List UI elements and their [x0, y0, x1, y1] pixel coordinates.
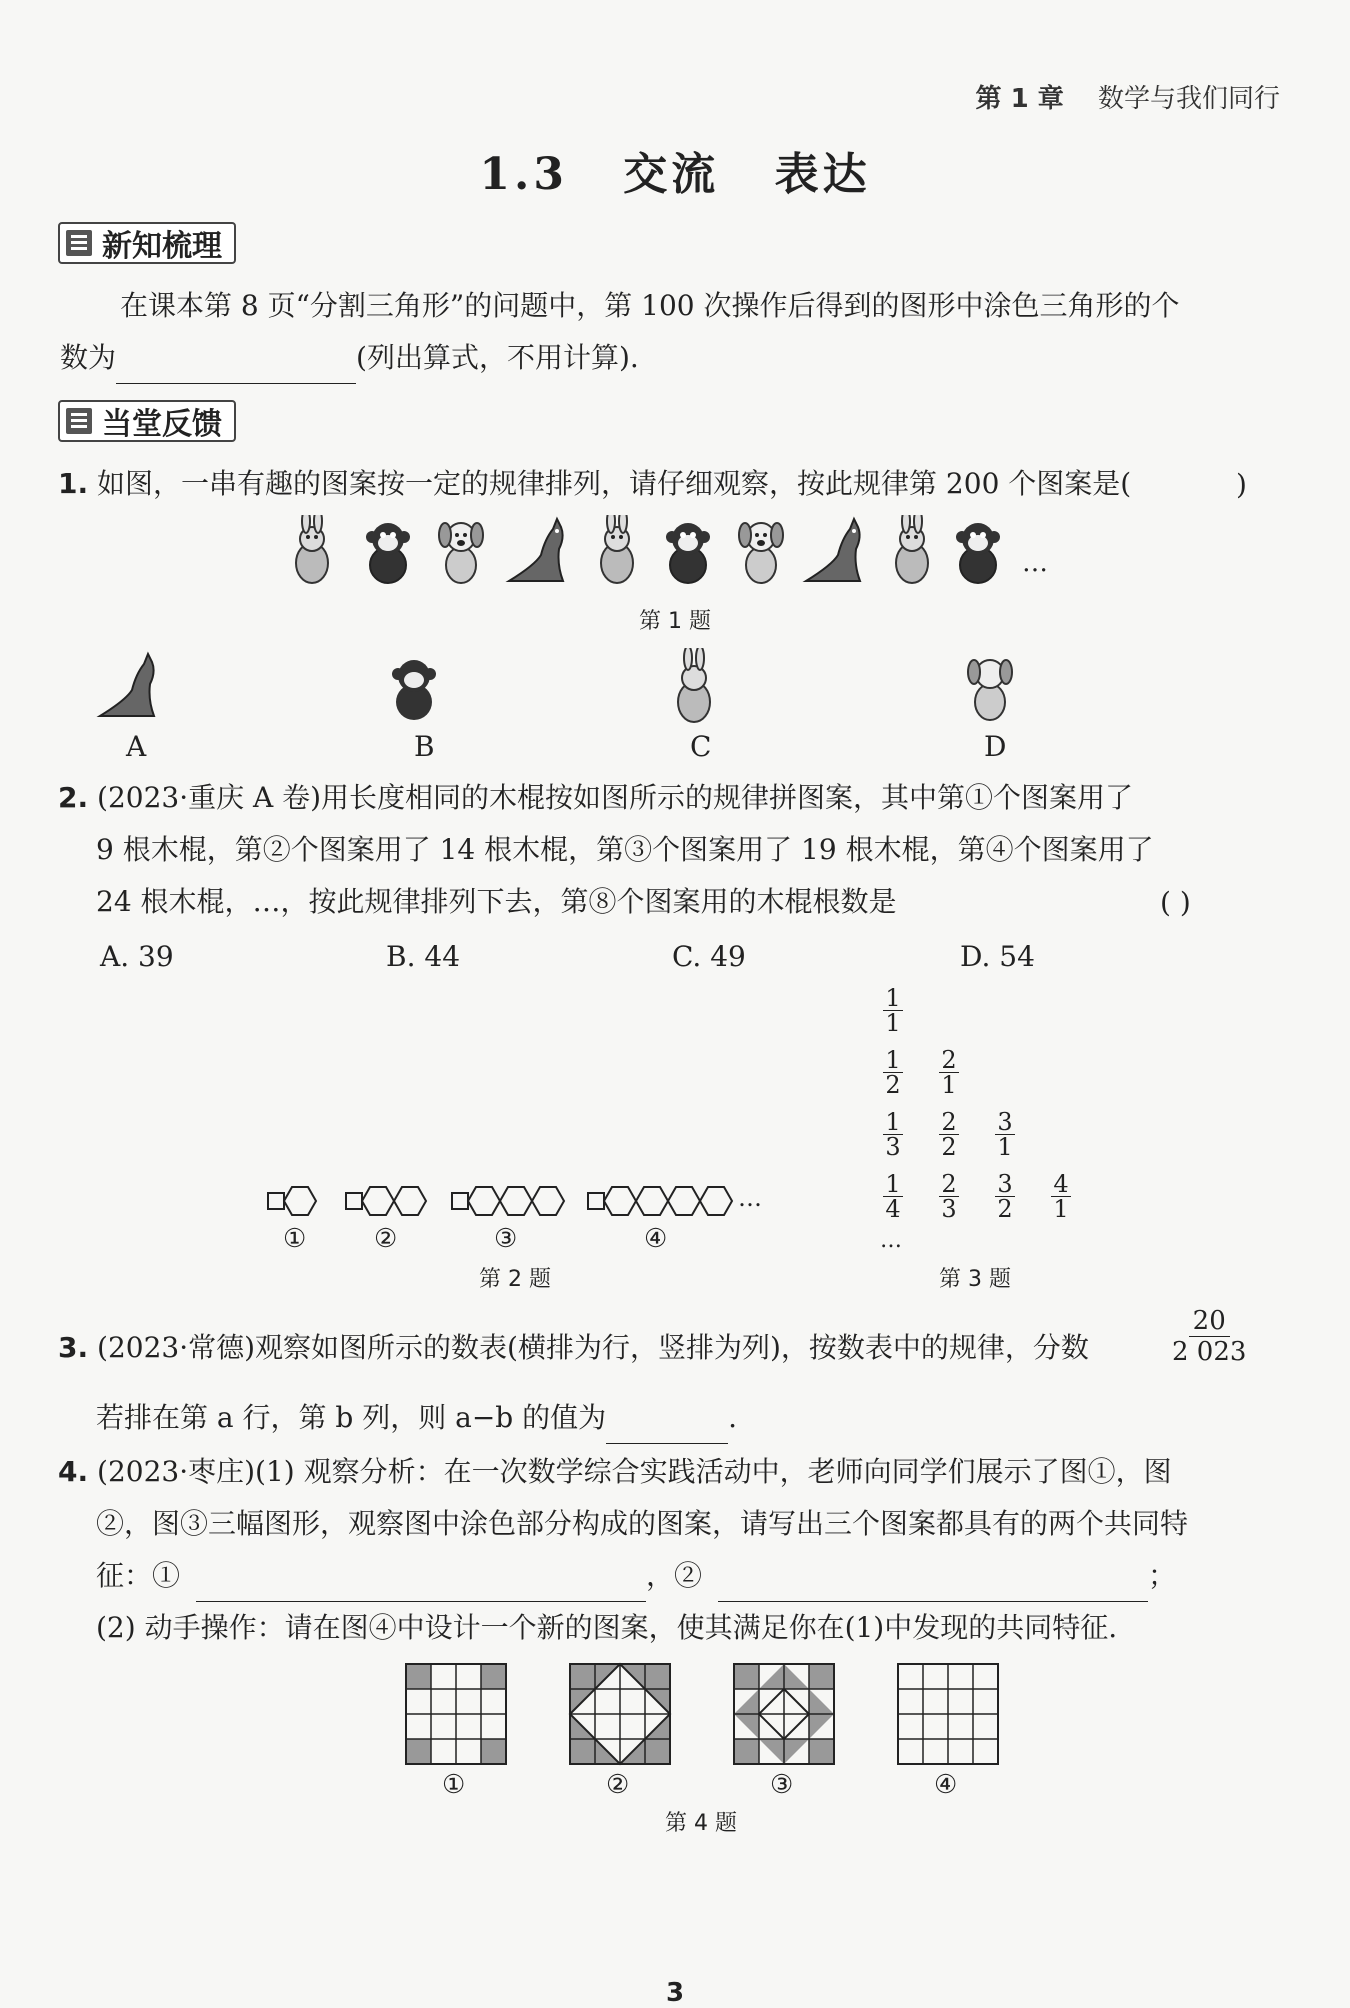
option-b-monkey-icon[interactable]	[386, 650, 456, 725]
table-fraction	[992, 1110, 1018, 1159]
question-number: 1.	[58, 467, 89, 500]
fraction-denominator: 3	[941, 1195, 957, 1223]
figure-caption-q3: 第 3 题	[939, 1267, 1011, 1292]
fraction-denominator: 1	[1053, 1195, 1069, 1223]
fraction-numerator: 2	[939, 1110, 959, 1135]
pattern-ellipsis: …	[738, 1184, 762, 1212]
fraction-numerator: 20	[1189, 1306, 1230, 1337]
option-a-label: A	[126, 730, 147, 763]
fraction-numerator: 1	[883, 1110, 903, 1135]
title-word-2: 表达	[774, 149, 871, 200]
option-c[interactable]: C. 49	[672, 940, 746, 973]
answer-blank[interactable]	[606, 1413, 728, 1444]
line-end: ；	[1148, 1559, 1177, 1592]
figure-caption-q1: 第 1 题	[639, 609, 711, 634]
answer-blank[interactable]	[116, 353, 356, 384]
fraction-numerator: 2	[939, 1172, 959, 1197]
pencil-icon	[66, 408, 92, 434]
fraction-denominator: 4	[885, 1195, 901, 1223]
question-1	[58, 458, 1308, 510]
table-fraction	[936, 1048, 962, 1097]
question-4	[58, 1446, 1318, 1498]
question-2-line-2: 9 根木棍，第②个图案用了 14 根木棍，第③个图案用了 19 根木棍，第④个图案用了	[96, 833, 1154, 866]
pattern-label-3: ③	[494, 1224, 518, 1254]
feature-2-blank[interactable]	[718, 1571, 1148, 1602]
intro-text-a: 数为	[60, 341, 117, 374]
section-badge-label: 新知梳理	[102, 229, 222, 264]
sequence-ellipsis: …	[1022, 548, 1048, 578]
fraction-numerator: 3	[995, 1110, 1015, 1135]
question-2	[58, 772, 1318, 824]
table-fraction	[936, 1172, 962, 1221]
feature-1-blank[interactable]	[196, 1571, 646, 1602]
question-number: 3.	[58, 1331, 89, 1364]
option-d[interactable]: D. 54	[960, 940, 1035, 973]
title-word-1: 交流	[623, 149, 720, 200]
chapter-header	[976, 78, 1280, 115]
fraction-denominator: 2	[941, 1133, 957, 1161]
grid-label-2: ②	[606, 1770, 630, 1800]
page-number: 3	[665, 1978, 685, 2008]
question-4-line-3	[96, 1550, 1316, 1602]
fraction-numerator: 1	[883, 986, 903, 1011]
grid-label-3: ③	[770, 1770, 794, 1800]
question-2-line-3: 24 根木棍，…，按此规律排列下去，第⑧个图案用的木棍根数是	[96, 885, 897, 918]
question-number: 2.	[58, 781, 89, 814]
question-number: 4.	[58, 1455, 89, 1488]
question-3-end: .	[728, 1401, 738, 1434]
question-4-line-4: (2) 动手操作：请在图④中设计一个新的图案，使其满足你在(1)中发现的共同特征.	[96, 1611, 1118, 1644]
book-icon	[66, 230, 92, 256]
question-3	[58, 1322, 1258, 1374]
question-1-text: 如图，一串有趣的图案按一定的规律排列，请仔细观察，按此规律第 200 个图案是(	[97, 467, 1132, 500]
question-3-line-1: (2023·常德)观察如图所示的数表(横排为行，竖排为列)，按数表中的规律，分数	[97, 1331, 1089, 1364]
fraction-denominator: 1	[885, 1009, 901, 1037]
option-a[interactable]: A. 39	[100, 940, 174, 973]
intro-line-2	[60, 332, 1310, 384]
table-fraction	[936, 1110, 962, 1159]
question-3-line-2	[96, 1392, 1296, 1444]
section-number: 1.3	[479, 149, 568, 200]
option-a-kangaroo-icon[interactable]	[96, 650, 176, 725]
figure-caption-q4: 第 4 题	[665, 1811, 737, 1836]
figure-caption-q2: 第 2 题	[479, 1267, 551, 1292]
question-4-line-1: (2023·枣庄)(1) 观察分析：在一次数学综合实践活动中，老师向同学们展示了图①，图	[97, 1455, 1172, 1488]
fraction-denominator: 2	[885, 1071, 901, 1099]
section-badge-label: 当堂反馈	[102, 407, 222, 442]
fraction-denominator: 2 023	[1172, 1337, 1247, 1367]
answer-paren: ( )	[1160, 886, 1191, 919]
table-fraction	[880, 1110, 906, 1159]
grid-label-4: ④	[934, 1770, 958, 1800]
pattern-label-4: ④	[644, 1224, 668, 1254]
question-3-text: 若排在第 a 行，第 b 列，则 a−b 的值为	[96, 1401, 607, 1434]
feature-2-label: ，②	[646, 1559, 703, 1592]
table-ellipsis: …	[880, 1228, 902, 1253]
intro-line-1: 在课本第 8 页“分割三角形”的问题中，第 100 次操作后得到的图形中涂色三角形的个	[120, 289, 1180, 322]
fraction-denominator: 2	[997, 1195, 1013, 1223]
option-c-rabbit-icon[interactable]	[672, 648, 732, 728]
fraction-denominator: 1	[941, 1071, 957, 1099]
section-badge-new-knowledge	[58, 222, 236, 264]
fraction-numerator: 3	[995, 1172, 1015, 1197]
chapter-number: 第 1 章	[975, 84, 1064, 114]
fraction-numerator: 1	[883, 1172, 903, 1197]
table-fraction	[880, 1048, 906, 1097]
animal-sequence-figure	[290, 515, 1070, 595]
fraction-denominator: 3	[885, 1133, 901, 1161]
fraction-numerator: 1	[883, 1048, 903, 1073]
pattern-label-1: ①	[283, 1224, 307, 1254]
grid-label-1: ①	[442, 1770, 466, 1800]
option-b-label: B	[414, 730, 435, 763]
fraction-denominator: 1	[997, 1133, 1013, 1161]
option-d-label: D	[984, 730, 1007, 763]
option-c-label: C	[690, 730, 712, 763]
pattern-label-2: ②	[374, 1224, 398, 1254]
fraction-numerator: 4	[1051, 1172, 1071, 1197]
option-d-dog-icon[interactable]	[964, 650, 1030, 728]
table-fraction	[992, 1172, 1018, 1221]
chapter-subject: 数学与我们同行	[1097, 84, 1280, 114]
table-fraction	[1048, 1172, 1074, 1221]
option-b[interactable]: B. 44	[386, 940, 461, 973]
table-fraction	[880, 1172, 906, 1221]
answer-paren-close: )	[1236, 468, 1247, 501]
section-badge-feedback	[58, 400, 236, 442]
question-2-line-1: (2023·重庆 A 卷)用长度相同的木棍按如图所示的规律拼图案，其中第①个图案用了	[97, 781, 1134, 814]
fraction-numerator: 2	[939, 1048, 959, 1073]
feature-1-label: 征：①	[96, 1559, 181, 1592]
question-4-line-2: ②，图③三幅图形，观察图中涂色部分构成的图案，请写出三个图案都具有的两个共同特	[96, 1507, 1189, 1540]
table-fraction	[880, 986, 906, 1035]
intro-text-b: (列出算式，不用计算).	[356, 341, 639, 374]
fraction-20-over-2023	[1172, 1306, 1246, 1367]
page-title	[0, 138, 1350, 202]
grid-figures	[404, 1662, 1014, 1766]
